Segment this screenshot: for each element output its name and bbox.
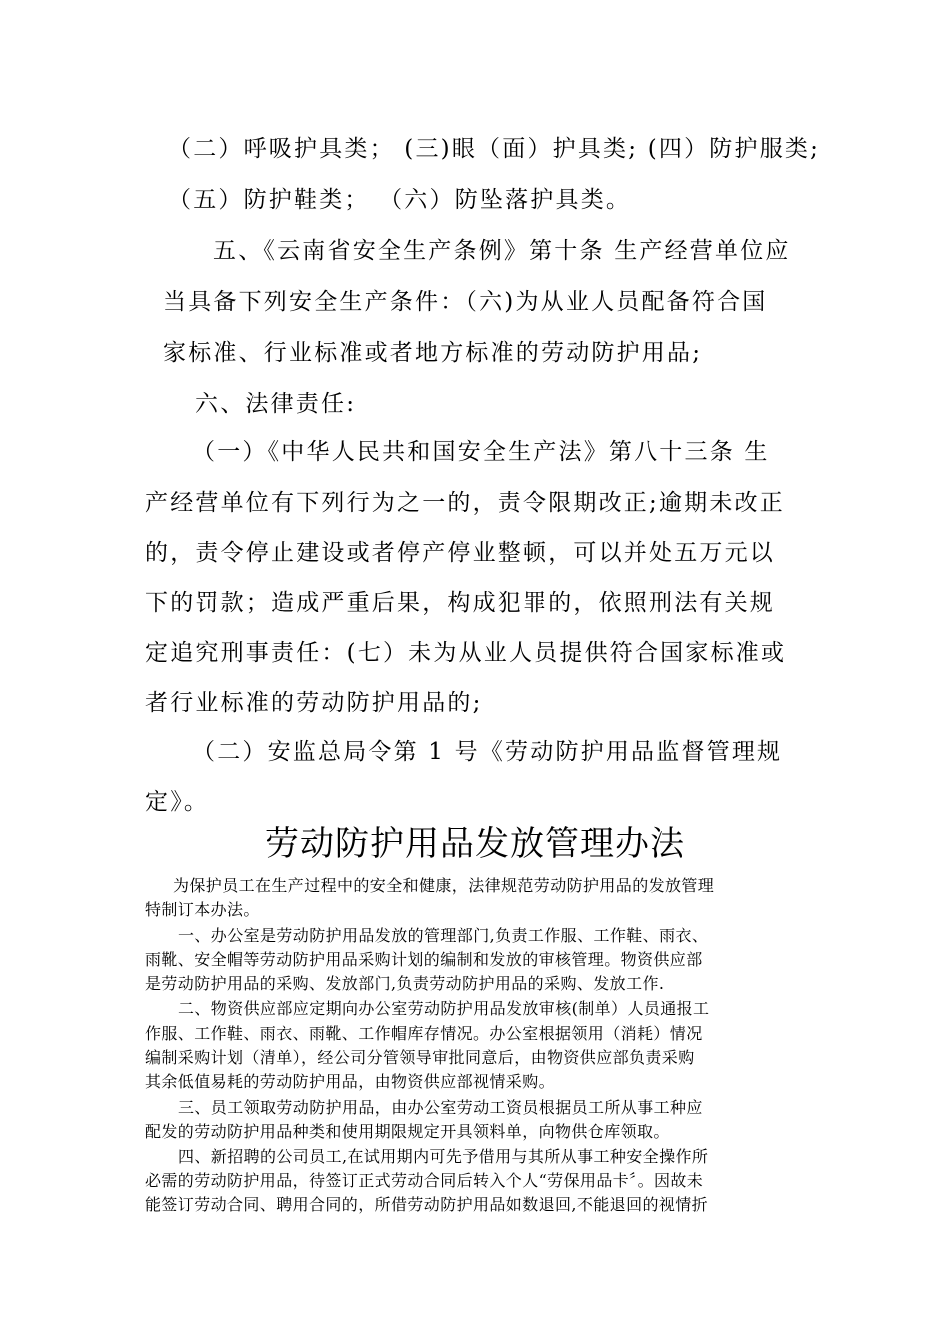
text-line: 其余低值易耗的劳动防护用品，由物资供应部视情采购。 (145, 1072, 556, 1091)
text-line: 家标准、行业标准或者地方标准的劳动防护用品; (163, 340, 703, 366)
text-line: 雨靴、安全帽等劳动防护用品采购计划的编制和发放的审核管理。物资供应部 (145, 950, 703, 969)
text-line: 五、《云南省安全生产条例》第十条 生产经营单位应 (213, 238, 791, 264)
text-line: 作服、工作鞋、雨衣、雨靴、工作帽库存情况。办公室根据领用（消耗）情况 (145, 1024, 703, 1043)
text-line: 的，责令停止建设或者停产停业整顿，可以并处五万元以 (145, 540, 775, 566)
text-line: 配发的劳动防护用品种类和使用期限规定开具领料单，向物供仓库领取。 (145, 1122, 670, 1141)
document-title: 劳动防护用品发放管理办法 (265, 824, 685, 864)
text-line: 下的罚款；造成严重后果，构成犯罪的，依照刑法有关规 (145, 590, 775, 616)
text-line: 定》。 (145, 789, 210, 815)
text-line: （二）呼吸护具类； (三)眼（面）护具类; (四）防护服类; (168, 136, 821, 162)
text-line: 是劳动防护用品的采购、发放部门,负责劳动防护用品的采购、发放工作. (145, 974, 665, 993)
text-line: 能签订劳动合同、聘用合同的，所借劳动防护用品如数退回,不能退回的视情折 (145, 1195, 709, 1214)
text-line: （一）《中华人民共和国安全生产法》第八十三条 生 (192, 439, 770, 465)
text-line: 为保护员工在生产过程中的安全和健康，法律规范劳动防护用品的发放管理 (173, 876, 715, 895)
text-line: 当具备下列安全生产条件：（六)为从业人员配备符合国 (163, 289, 768, 315)
text-line: 三、员工领取劳动防护用品，由办公室劳动工资员根据员工所从事工种应 (178, 1098, 703, 1117)
text-line: 六、法律责任: (195, 391, 357, 417)
text-line: 编制采购计划（清单），经公司分管领导审批同意后，由物资供应部负责采购 (145, 1048, 695, 1067)
text-line: 者行业标准的劳动防护用品的; (145, 690, 483, 716)
text-line: 产经营单位有下列行为之一的，责令限期改正;逾期未改正 (145, 490, 785, 516)
text-line: 定追究刑事责任：(七）未为从业人员提供符合国家标准或 (145, 640, 787, 666)
text-line: （二）安监总局令第 1 号《劳动防护用品监督管理规 (192, 739, 783, 765)
text-line: 特制订本办法。 (145, 900, 260, 919)
text-line: 四、新招聘的公司员工,在试用期内可先予借用与其所从事工种安全操作所 (178, 1147, 709, 1166)
text-line: 二、物资供应部应定期向办公室劳动防护用品发放审核(制单）人员通报工 (178, 999, 710, 1018)
text-line: （五）防护鞋类； （六）防坠落护具类。 (168, 187, 632, 213)
text-line: 必需的劳动防护用品，待签订正式劳动合同后转入个人“劳保用品卡〞。因故未 (145, 1171, 704, 1190)
text-line: 一、办公室是劳动防护用品发放的管理部门,负责工作服、工作鞋、雨衣、 (178, 926, 709, 945)
